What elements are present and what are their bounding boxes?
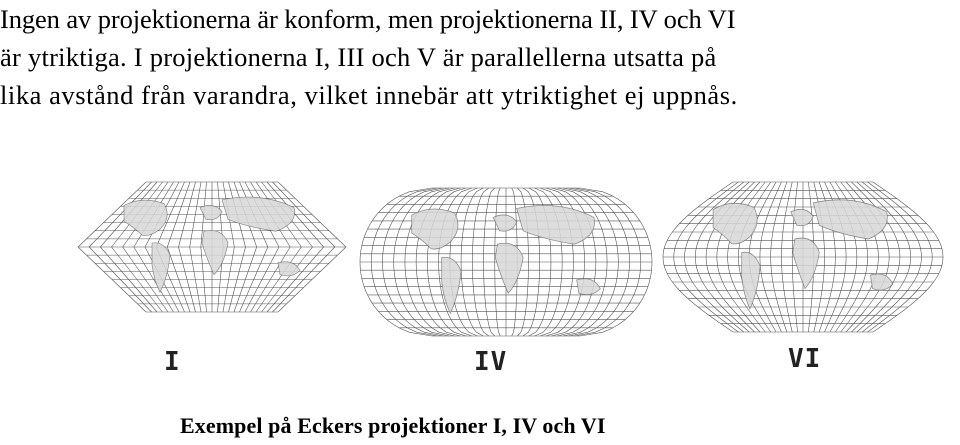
eckert-iv-map — [356, 184, 656, 340]
landmass — [152, 243, 170, 293]
landmass — [813, 200, 887, 239]
landmass — [278, 262, 300, 276]
landmass — [870, 274, 892, 290]
paragraph-line-1: Ingen av projektionerna är konform, men projektionerna II, IV och VI — [0, 4, 736, 34]
landmass — [222, 197, 295, 231]
landmass — [793, 238, 820, 289]
landmass — [791, 209, 813, 225]
landmass — [495, 243, 523, 293]
landmass — [517, 206, 595, 245]
paragraph-line-2: är ytriktiga. I projektionerna I, III och V är parallellerna utsatta på — [0, 42, 717, 72]
body-paragraph — [0, 0, 960, 114]
landmass — [577, 279, 601, 295]
projection-figure — [0, 170, 960, 380]
label-eckert-vi: VI — [788, 344, 822, 374]
eckert-vi-map — [660, 178, 946, 336]
label-eckert-i: I — [164, 347, 181, 377]
figure-caption: Exempel på Eckers projektioner I, IV och VI — [180, 413, 606, 438]
landmass — [742, 252, 760, 309]
eckert-i-map — [72, 178, 352, 316]
label-eckert-iv: IV — [474, 347, 508, 377]
landmass — [493, 215, 517, 231]
landmass — [202, 230, 228, 274]
landmass — [713, 203, 757, 244]
paragraph-line-3: lika avstånd från varandra, vilket innebär att ytriktighet ej uppnås. — [0, 80, 738, 110]
landmass — [124, 200, 167, 235]
